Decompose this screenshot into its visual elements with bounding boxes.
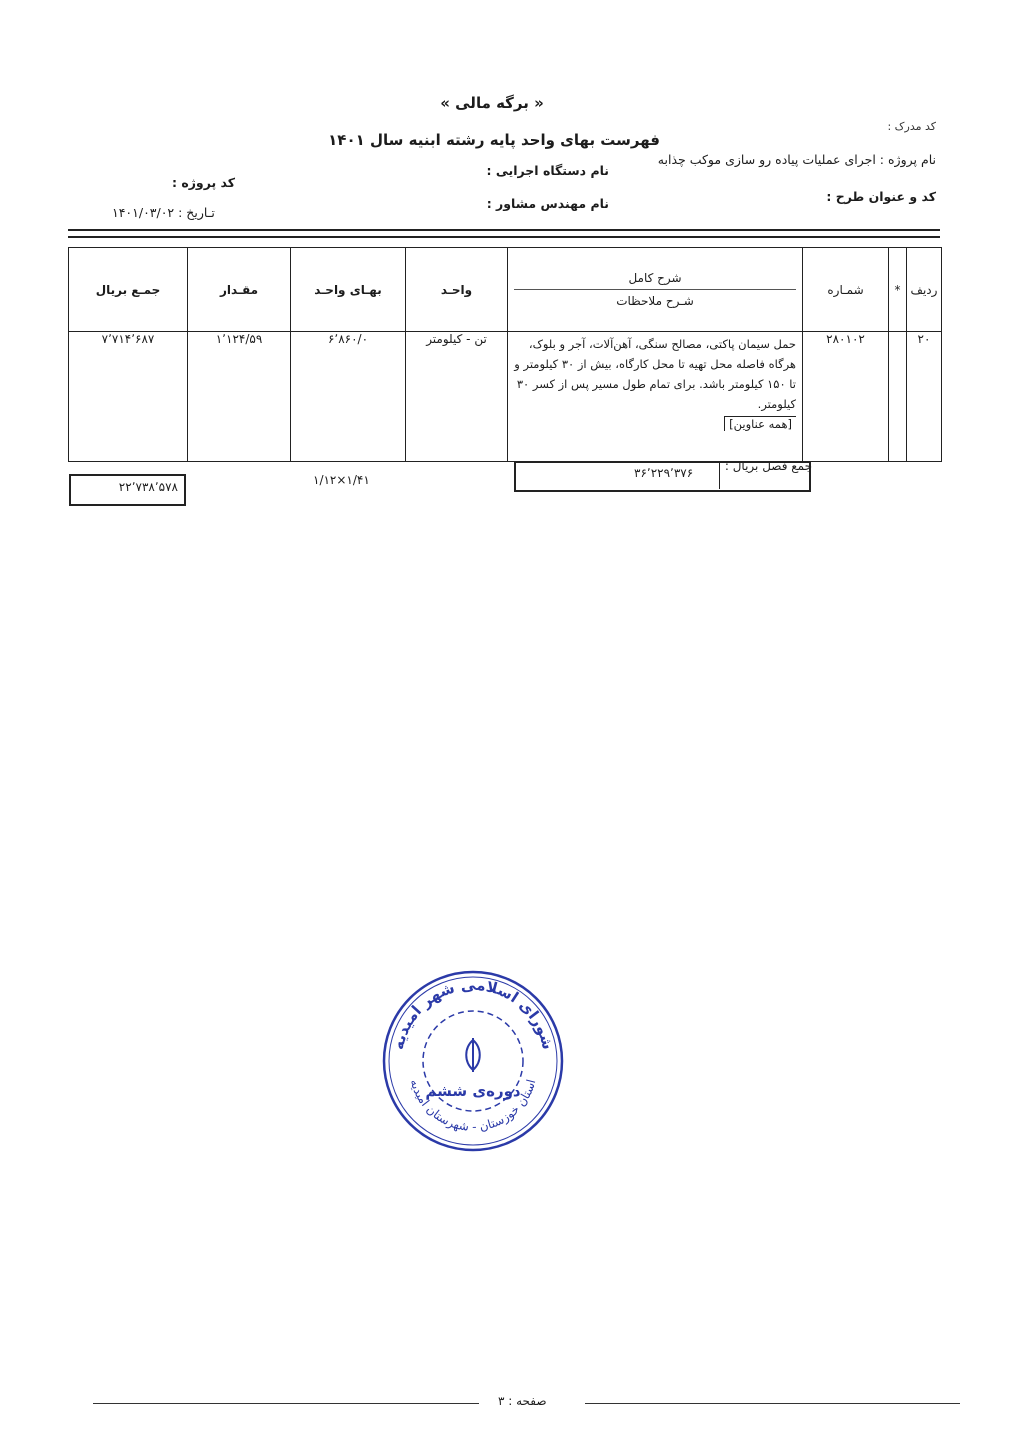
header-star: *: [889, 248, 907, 332]
header-unit-price: بهـای واحـد: [291, 248, 406, 332]
footer-line-right: [585, 1403, 960, 1404]
row-remark: [همه عناوین]: [724, 416, 796, 431]
executive-org-label: نام دستگاه اجرایی :: [486, 163, 609, 178]
cost-table: [68, 247, 942, 462]
header-total: جمـع بریال: [69, 248, 188, 332]
project-name: نام پروژه : اجرای عملیات پیاده رو سازی موکب چذابه: [657, 152, 936, 167]
header-row-number: ردیف: [907, 248, 942, 332]
row-total: ۷٬۷۱۴٬۶۸۷: [69, 332, 188, 462]
header-unit: واحـد: [406, 248, 508, 332]
chapter-total-value: ۳۶٬۲۲۹٬۳۷۶: [634, 466, 694, 480]
header-description: [508, 248, 803, 332]
stamp-bottom-text: استان خوزستان - شهرستان امیدیه: [407, 1077, 539, 1134]
row-unit-price: ۶٬۸۶۰/۰: [291, 332, 406, 462]
stamp-outer-text: شورای اسلامی شهر امیدیه: [388, 975, 558, 1052]
header-rule-bottom: [68, 236, 940, 238]
item-number: ۲۸۰۱۰۲: [803, 332, 889, 462]
emblem-icon: [466, 1038, 480, 1072]
table-row: [69, 332, 942, 462]
page-number: صفحه : ۳: [498, 1394, 547, 1408]
row-star: [889, 332, 907, 462]
chapter-total-box: [514, 461, 811, 492]
header-rule-top: [68, 229, 940, 231]
grand-total-box: [69, 474, 186, 506]
row-number: ۲۰: [907, 332, 942, 462]
row-description-cell: [508, 332, 803, 462]
header-full-description: شرح کامل: [628, 271, 682, 285]
chapter-total-label: جمع فصل بریال :: [724, 459, 812, 473]
official-stamp: [380, 968, 566, 1154]
row-description: حمل سیمان پاکتی، مصالح سنگی، آهن‌آلات، آجر و بلوک، هرگاه فاصله محل تهیه تا محل کارگاه، بیش از ۳۰ کیلومتر و تا ۱۵۰ کیلومتر باشد. برای تمام طول مسیر پس از کسر ۳۰ کیلومتر.: [514, 337, 796, 411]
row-unit: تن - کیلومتر: [406, 332, 508, 462]
consultant-label: نام مهندس مشاور :: [486, 196, 609, 211]
page-title: « برگه مالی »: [440, 94, 544, 112]
table-header-row: [69, 248, 942, 332]
footer-line-left: [93, 1403, 479, 1404]
stamp-inner-text: دوره‌ی ششم: [425, 1082, 521, 1100]
plan-code-label: کد و عنوان طرح :: [826, 189, 936, 204]
header-item-number: شمـاره: [803, 248, 889, 332]
date-field: تـاریخ : ۱۴۰۱/۰۳/۰۲: [112, 205, 215, 220]
doc-code-label: کد مدرک :: [887, 120, 936, 133]
project-code-label: کد پروژه :: [172, 175, 236, 190]
header-quantity: مقـدار: [188, 248, 291, 332]
header-remarks: شـرح ملاحظات: [514, 289, 796, 308]
factor: ۱/۱۲×۱/۴۱: [313, 473, 370, 487]
page-subtitle: فهرست بهای واحد پایه رشته ابنیه سال ۱۴۰۱: [328, 131, 660, 149]
row-quantity: ۱٬۱۲۴/۵۹: [188, 332, 291, 462]
grand-total-value: ۲۲٬۷۳۸٬۵۷۸: [118, 480, 178, 494]
